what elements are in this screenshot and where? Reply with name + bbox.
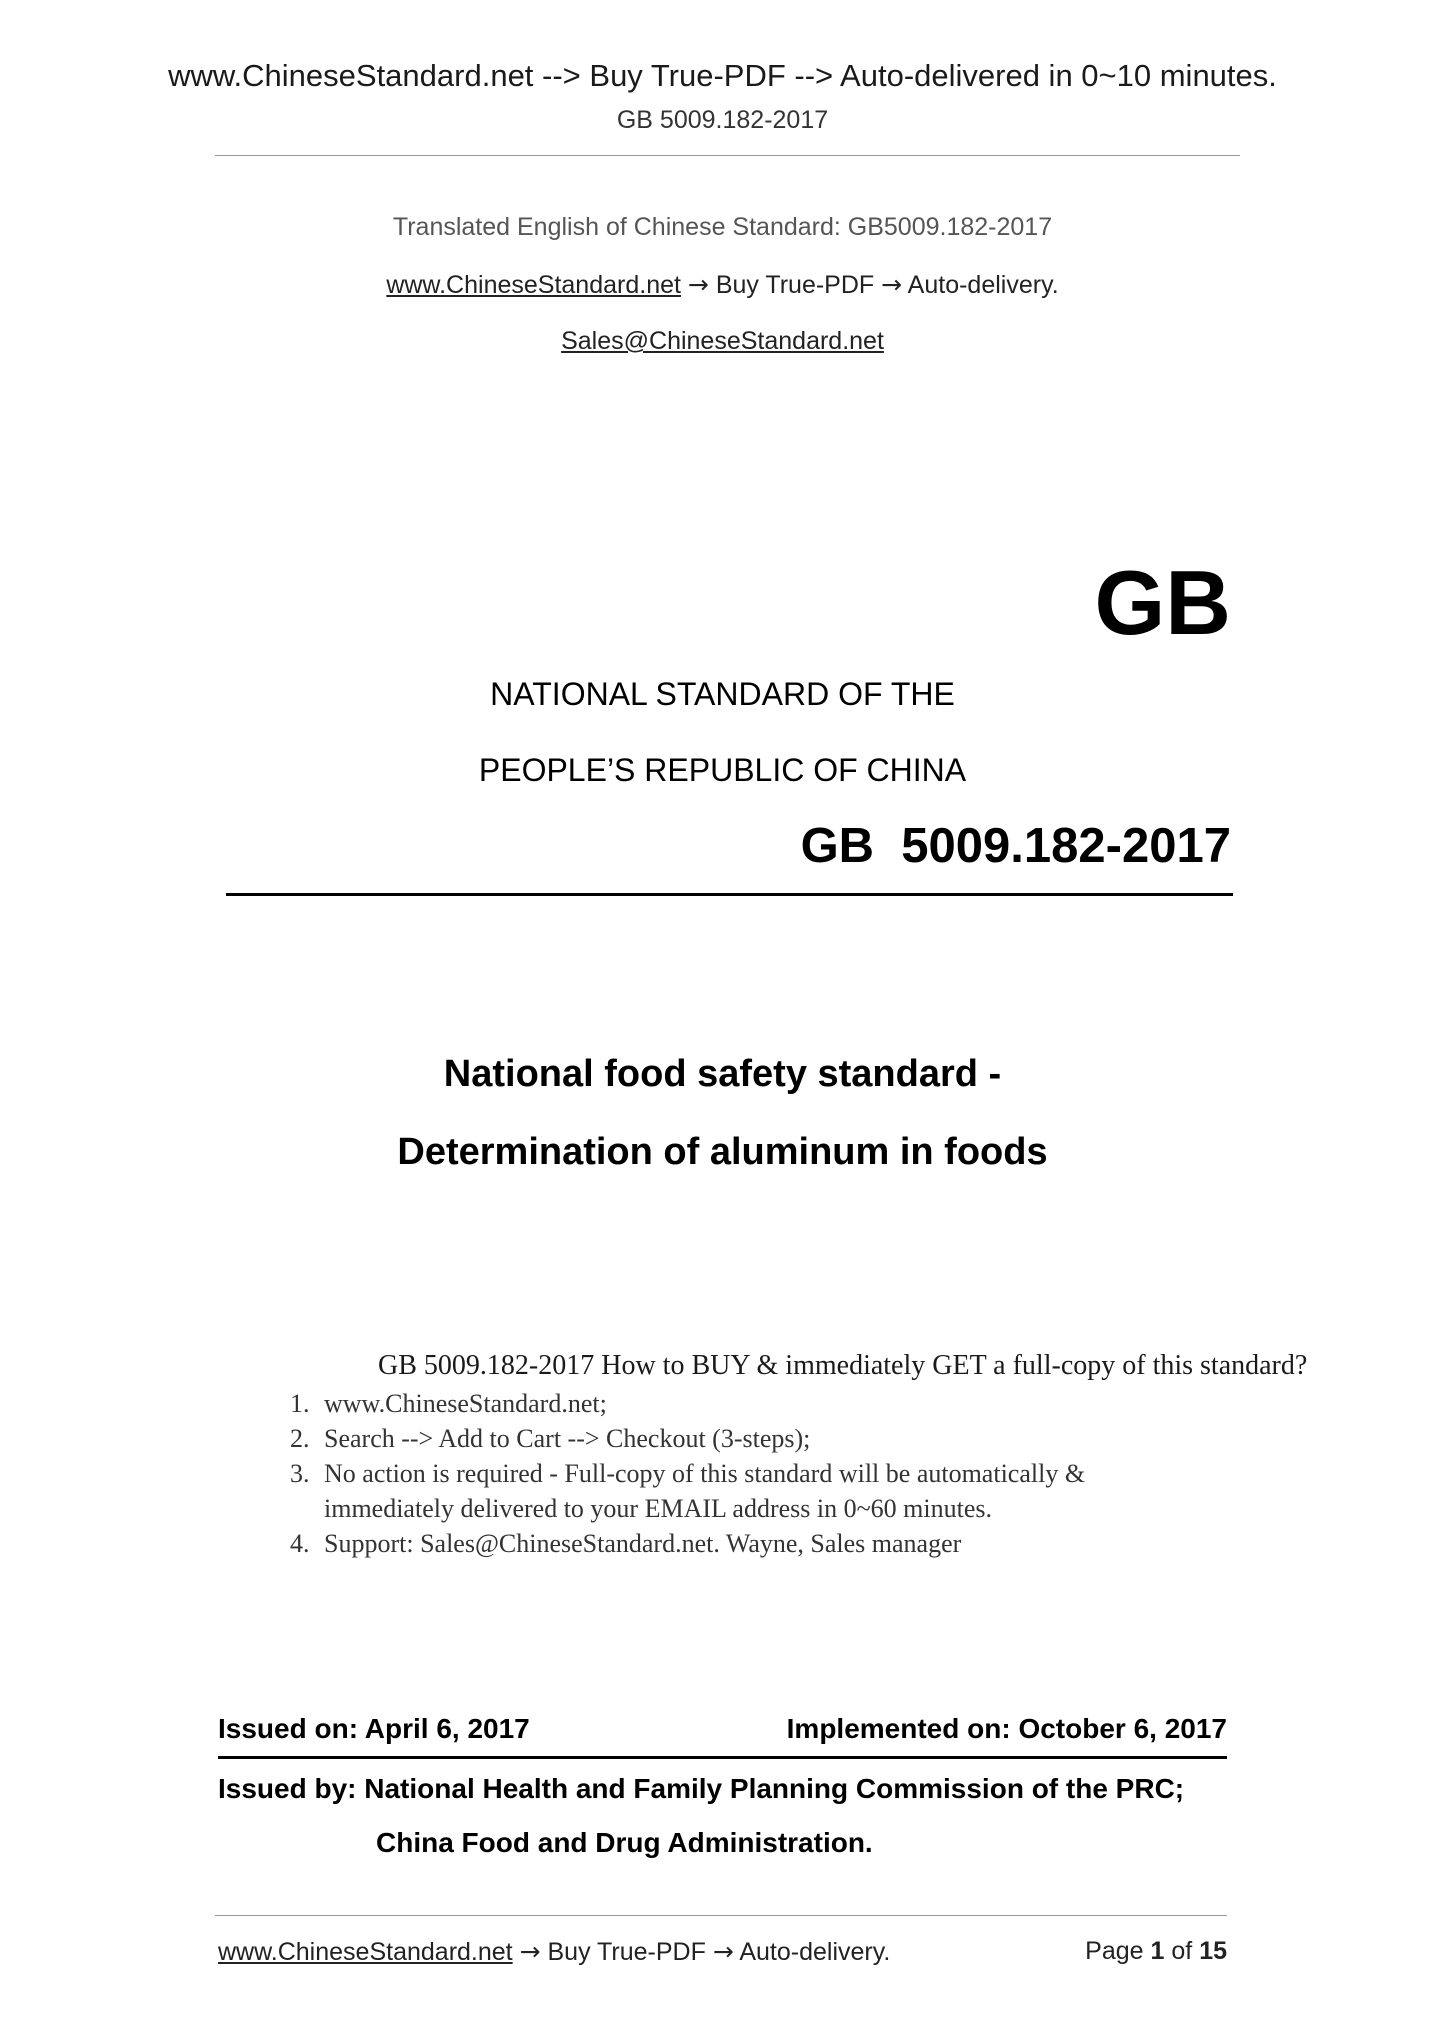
- translated-notice: Translated English of Chinese Standard: GB5009.182-2017: [392, 213, 1053, 241]
- buy-step-text: Search --> Add to Cart --> Checkout (3-steps);: [324, 1424, 811, 1453]
- arrow-right-icon: →: [712, 1937, 734, 1966]
- auto-delivery-text: Auto-delivery.: [907, 271, 1059, 299]
- buy-step-number: 4.: [290, 1529, 310, 1558]
- buy-step: [290, 1421, 1350, 1456]
- issued-by-second: China Food and Drug Administration.: [376, 1827, 873, 1858]
- buy-step: [290, 1526, 1350, 1561]
- footer-link-line: [218, 1937, 890, 1967]
- footer-divider: [215, 1915, 1227, 1916]
- buy-step-text: No action is required - Full-copy of this standard will be automatically & immediately delivered to your EMAIL address in 0~60 minutes.: [324, 1459, 1086, 1523]
- footer-buy-text: Buy True-PDF: [547, 1938, 706, 1966]
- buy-step-text: Support: Sales@ChineseStandard.net. Wayne, Sales manager: [324, 1529, 962, 1558]
- implemented-on-date: Implemented on: October 6, 2017: [786, 1713, 1227, 1744]
- buy-step-number: 3.: [290, 1459, 310, 1488]
- document-title-line1: National food safety standard -: [443, 1053, 1002, 1095]
- issued-by: Issued by: National Health and Family Planning Commission of the PRC;: [218, 1773, 1185, 1804]
- sales-email-link[interactable]: Sales@ChineseStandard.net: [561, 327, 884, 355]
- buy-step-number: 1.: [290, 1389, 310, 1418]
- issued-on-date: Issued on: April 6, 2017: [218, 1713, 530, 1744]
- arrow-right-icon: →: [881, 270, 903, 299]
- page-of: of: [1171, 1937, 1193, 1965]
- arrow-right-icon: →: [519, 1937, 541, 1966]
- buy-step: [290, 1386, 1350, 1421]
- header-banner: www.ChineseStandard.net --> Buy True-PDF --> Auto-delivered in 0~10 minutes.: [168, 58, 1277, 93]
- national-standard-line2: PEOPLE’S REPUBLIC OF CHINA: [478, 752, 967, 788]
- buy-instructions: [290, 1350, 1350, 1561]
- document-title-line2: Determination of aluminum in foods: [397, 1131, 1048, 1173]
- page-number: 1: [1150, 1937, 1165, 1965]
- site-link[interactable]: www.ChineseStandard.net: [386, 271, 681, 299]
- standard-code: GB 5009.182-2017: [800, 819, 1231, 873]
- buy-true-pdf-text: Buy True-PDF: [715, 271, 875, 299]
- issue-divider: [218, 1756, 1227, 1759]
- buy-question: GB 5009.182-2017 How to BUY & immediately GET a full-copy of this standard?: [378, 1350, 1308, 1381]
- header-standard-code: GB 5009.182-2017: [616, 106, 829, 134]
- header-divider: [215, 155, 1240, 156]
- page-indicator: [1085, 1937, 1227, 1966]
- buy-step-number: 2.: [290, 1424, 310, 1453]
- code-divider: [226, 893, 1233, 896]
- sales-email-line: [0, 327, 1445, 356]
- gb-mark: GB: [1094, 553, 1231, 654]
- national-standard-line1: NATIONAL STANDARD OF THE: [490, 676, 955, 712]
- buy-step-text: www.ChineseStandard.net;: [324, 1389, 607, 1418]
- footer-auto-text: Auto-delivery.: [739, 1938, 891, 1966]
- intro-link-line: [0, 270, 1445, 300]
- arrow-right-icon: →: [687, 270, 709, 299]
- footer-site-link[interactable]: www.ChineseStandard.net: [218, 1938, 513, 1966]
- page-total: 15: [1199, 1937, 1227, 1965]
- buy-step: [290, 1456, 1160, 1526]
- page-prefix: Page: [1085, 1937, 1144, 1965]
